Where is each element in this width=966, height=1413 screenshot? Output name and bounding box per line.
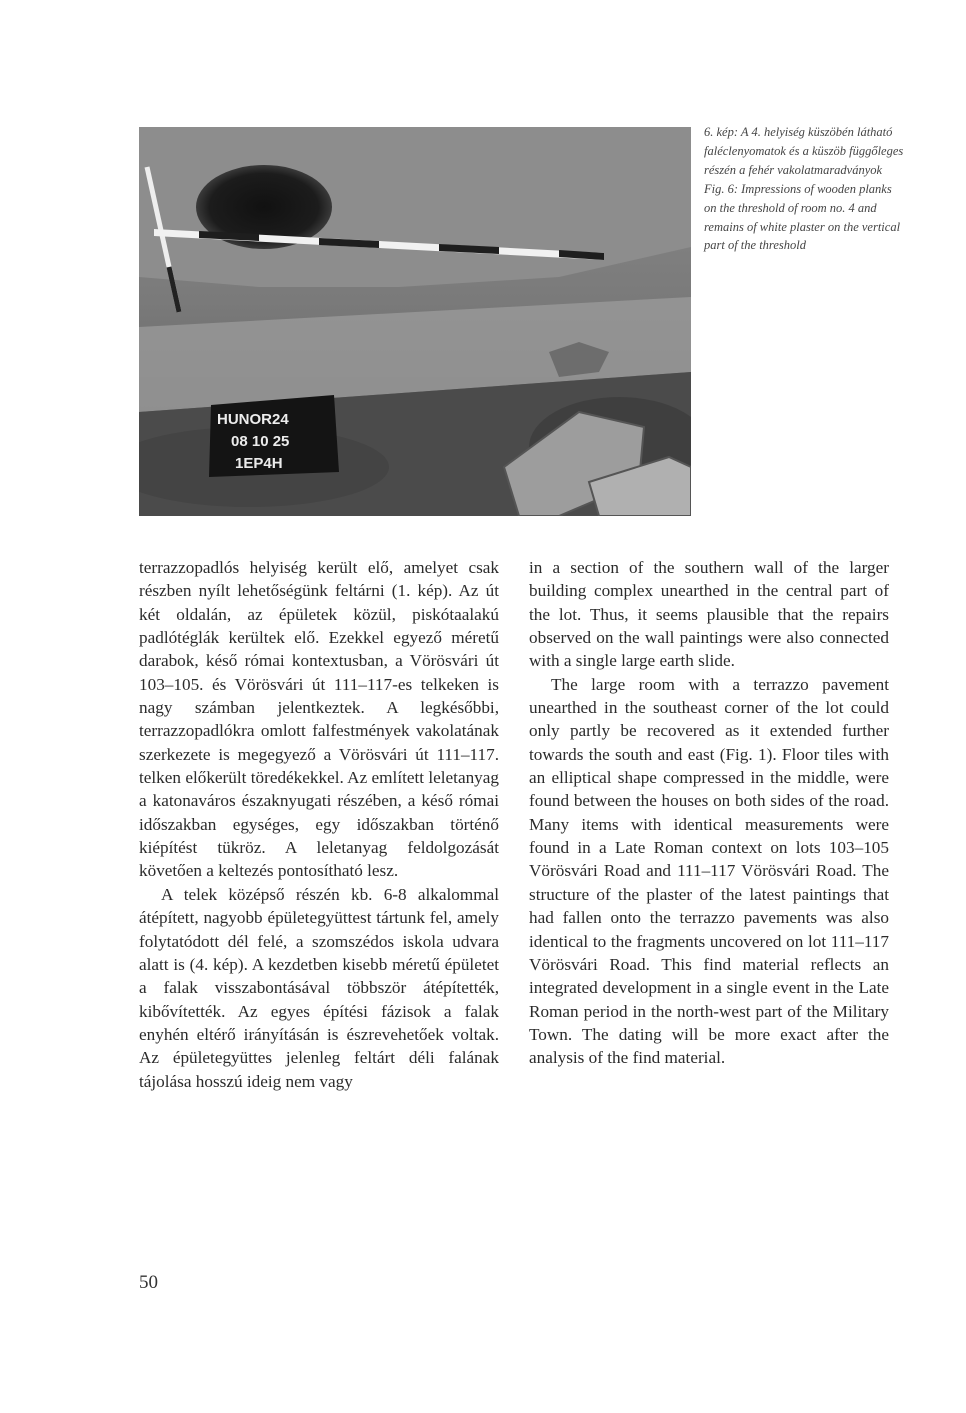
label-line-2: 08 10 25: [231, 433, 290, 450]
label-line-1: HUNOR24: [217, 411, 289, 428]
label-board: [209, 395, 339, 477]
page-number: 50: [139, 1272, 158, 1293]
left-paragraph-1: terrazzopadlós helyiség került elő, amelyet csak részben nyílt lehetőségünk feltárni (1. kép). Az út két oldalán, az épületek közül, piskótaalakú padlótéglák kerültek elő. Ezekkel egyező méretű darabok, késő római kontextusban, a Vörösvári út 103–105. és Vörösvári út 111–117-es telkeken is nagy számban jelentkeztek. A legkésőbbi, terrazzopadlókra omlott falfestmények vakolatának szerkezete is megegyező a Vörösvári út 111–117. telken előkerült töredékekkel. Az említett leletanyag a katonaváros északnyugati részében, a késő római időszakban egységes, egy időszakban történő kiépítést tükröz. A leletanyag feldolgozását követően a keltezés pontosítható lesz.: [139, 558, 499, 881]
right-column: [529, 556, 889, 1070]
left-column: [139, 556, 499, 1093]
right-paragraph-2: The large room with a terrazzo pavement unearthed in the southeast corner of the lot could only partly be recovered as it extended further towards the south and east (Fig. 1). Floor tiles with an elliptical shape compressed in the middle, were found between the houses on both sides of the road. Many items with identical measurements were found in a Late Roman context on lots 103–105 Vörösvári Road and 111–117 Vörösvári Road. The structure of the plaster of the latest paintings that had fallen onto the terrazzo pavements was also identical to the fragments uncovered on lot 111–117 Vörösvári Road. This find material reflects an integrated development in a single event in the Late Roman period in the north-west part of the Military Town. The dating will be more exact after the analysis of the find material.: [529, 674, 889, 1068]
caption-hungarian: 6. kép: A 4. helyiség küszöbén látható faléclenyomatok és a küszöb függőleges részén a fehér vakolatmaradványok: [704, 125, 904, 177]
label-line-3: 1EP4H: [235, 455, 283, 472]
caption-english: Fig. 6: Impressions of wooden planks on the threshold of room no. 4 and remains of white plaster on the vertical part of the threshold: [704, 181, 901, 253]
figure-caption: [704, 123, 904, 255]
excavation-photo: [139, 127, 691, 516]
left-paragraph-2: A telek középső részén kb. 6-8 alkalommal átépített, nagyobb épületegyüttest tártunk fel, amely folytatódott dél felé, a szomszédos iskola udvara alatt is (4. kép). A kezdetben kisebb méretű épületet a falak visszabontásával többször átépítették, kibővítették. Az egyes építési fázisok a falak enyhén eltérő irányításán is észrevehetőek voltak. Az épületegyüttes jelenleg feltárt déli falának tájolása hosszú ideig nem vagy: [139, 884, 499, 1091]
photo-drawing: [139, 127, 691, 516]
right-paragraph-1: in a section of the southern wall of the larger building complex unearthed in the central part of the lot. Thus, it seems plausible that the repairs observed on the wall paintings were also connected with a single large earth slide.: [529, 558, 889, 671]
